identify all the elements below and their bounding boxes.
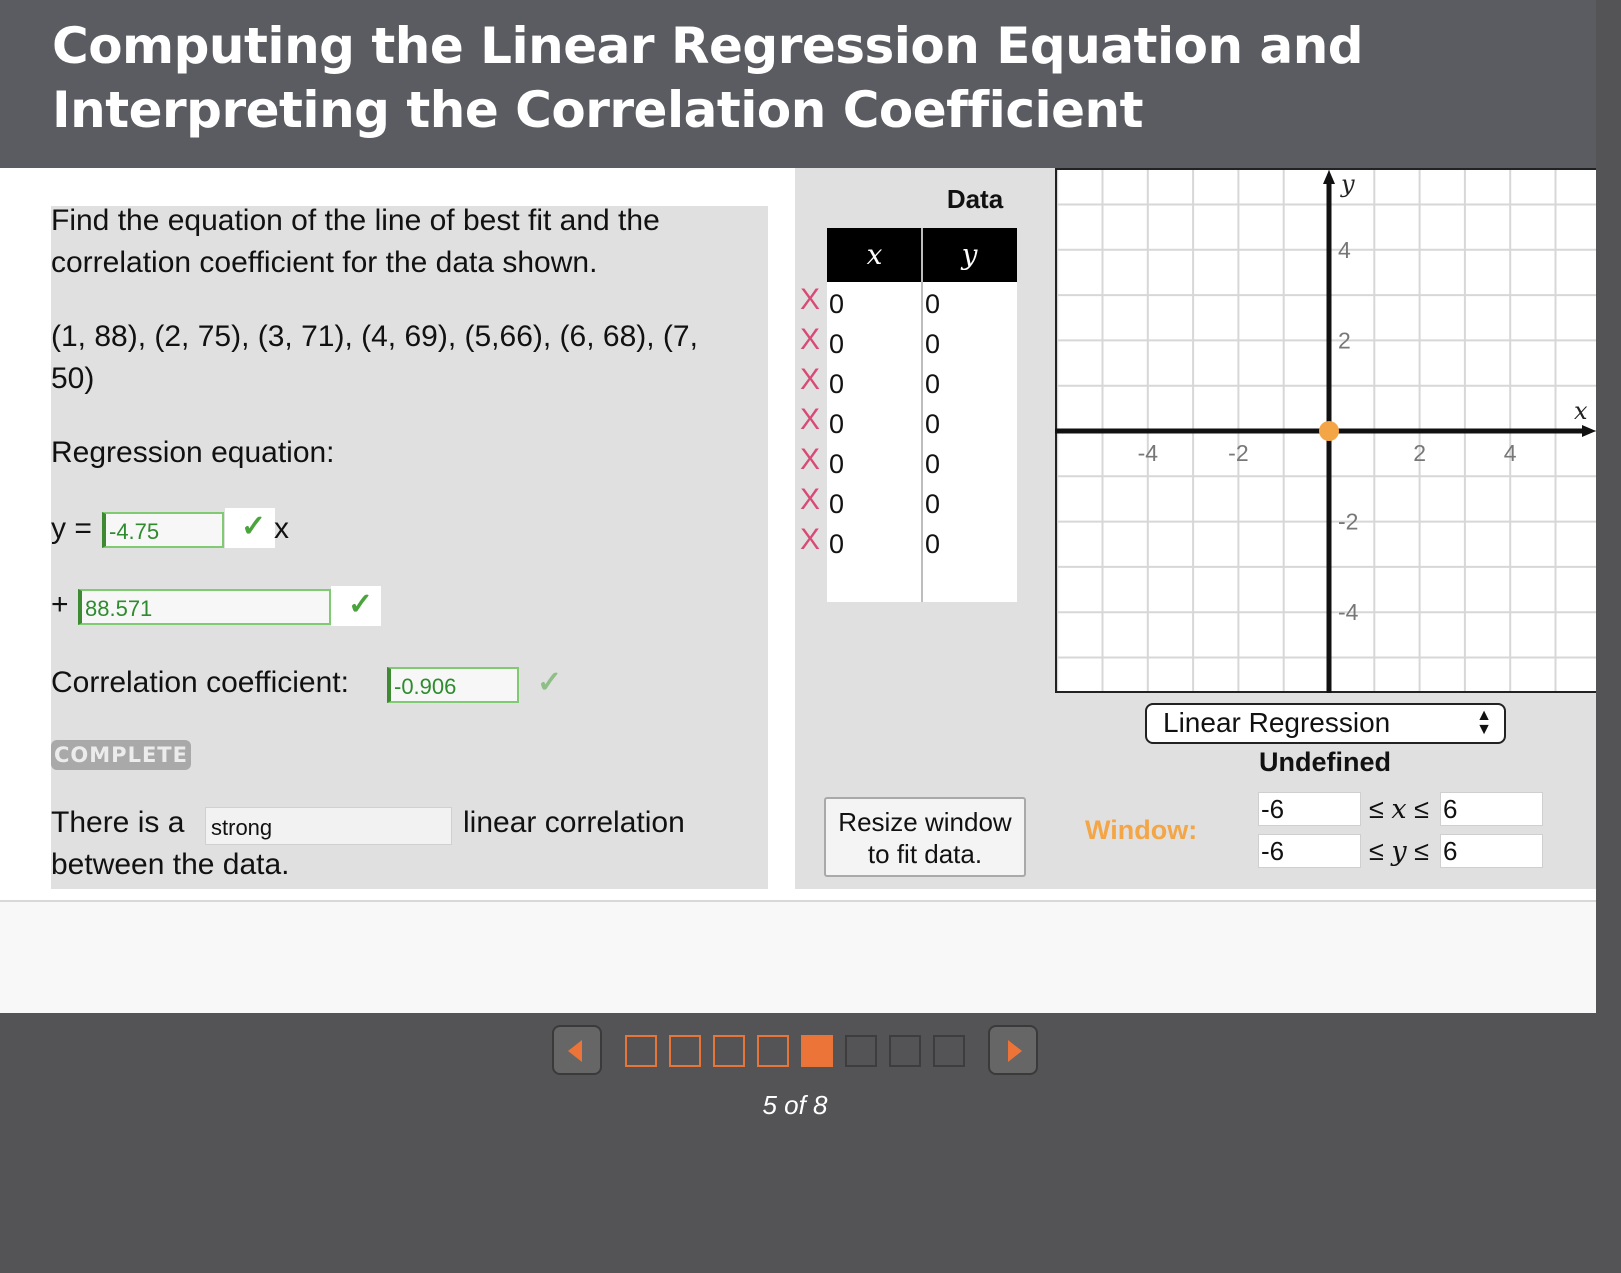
progress-step-3[interactable] (713, 1035, 745, 1067)
progress-step-8[interactable] (933, 1035, 965, 1067)
intercept-input[interactable]: 88.571 (78, 589, 331, 625)
cell-y[interactable]: 0 (925, 449, 941, 479)
resize-line2: to fit data. (867, 839, 983, 869)
sentence-end: linear correlation (463, 806, 685, 839)
resize-line1: Resize window (838, 807, 1012, 837)
cell-x[interactable]: 0 (829, 409, 845, 439)
content-footer (0, 900, 1596, 1013)
delete-row-icon[interactable]: X (800, 483, 821, 516)
updown-arrows-icon: ▲ ▼ (1476, 707, 1492, 738)
data-points-line2: 50) (51, 362, 95, 395)
column-header-y: y (961, 238, 978, 271)
next-button[interactable] (988, 1025, 1038, 1075)
check-icon: ✓ (537, 666, 563, 699)
x-max-input[interactable]: 6 (1440, 792, 1543, 826)
x-tick-label: 4 (1503, 440, 1517, 466)
cell-x[interactable]: 0 (829, 449, 845, 479)
data-title: Data (946, 184, 1004, 214)
strength-select[interactable]: strong (205, 807, 452, 845)
column-header-x: x (866, 238, 883, 271)
y-tick-label: 4 (1338, 236, 1351, 263)
x-min-input[interactable]: -6 (1258, 792, 1361, 826)
x-tick-label: -2 (1228, 440, 1249, 466)
left-arrow-icon (568, 1040, 582, 1062)
check-icon: ✓ (348, 588, 374, 621)
cell-y[interactable]: 0 (925, 369, 941, 399)
cell-x[interactable]: 0 (829, 529, 845, 559)
data-point[interactable] (1319, 421, 1339, 441)
check-icon: ✓ (241, 510, 267, 543)
y-tick-label: 2 (1338, 327, 1351, 354)
correlation-label: Correlation coefficient: (51, 666, 349, 699)
window-label: Window: (1085, 815, 1198, 845)
page-header (0, 0, 1596, 168)
previous-button[interactable] (552, 1025, 602, 1075)
y-tick-label: -2 (1338, 508, 1359, 535)
cell-y[interactable]: 0 (925, 329, 941, 359)
data-points-line1: (1, 88), (2, 75), (3, 71), (4, 69), (5,66), (6, 68), (7, (51, 320, 698, 353)
cell-y[interactable]: 0 (925, 529, 941, 559)
coordinate-graph[interactable] (1055, 168, 1596, 693)
x-tick-label: 2 (1413, 440, 1426, 466)
y-axis-label: y (1341, 170, 1355, 198)
delete-row-icon[interactable]: X (800, 523, 821, 556)
cell-x[interactable]: 0 (829, 289, 845, 319)
cell-y[interactable]: 0 (925, 409, 941, 439)
data-table (827, 228, 1017, 602)
x-label: x (274, 512, 289, 545)
plus-label: + (51, 588, 69, 621)
cell-x[interactable]: 0 (829, 369, 845, 399)
progress-step-6[interactable] (845, 1035, 877, 1067)
column-divider (921, 228, 923, 602)
y-min-input[interactable]: -6 (1258, 834, 1361, 868)
resize-window-button[interactable] (824, 797, 1026, 877)
slope-input[interactable]: -4.75 (102, 512, 224, 548)
progress-step-7[interactable] (889, 1035, 921, 1067)
y-inequality: ≤ y ≤ (1369, 836, 1429, 867)
page-counter: 5 of 8 (762, 1090, 828, 1120)
cell-y[interactable]: 0 (925, 289, 941, 319)
cell-x[interactable]: 0 (829, 489, 845, 519)
regression-type-dropdown[interactable] (1145, 703, 1506, 744)
progress-step-4[interactable] (757, 1035, 789, 1067)
right-arrow-icon (1008, 1040, 1022, 1062)
page-title: Computing the Linear Regression Equation and Interpreting the Correlation Coefficient (52, 17, 1364, 139)
sentence-line2: between the data. (51, 848, 290, 881)
y-equals-label: y = (51, 512, 92, 545)
status-badge: COMPLETE (51, 740, 191, 770)
y-tick-label: -4 (1338, 599, 1359, 626)
regression-type-value: Linear Regression (1163, 707, 1391, 738)
delete-row-icon[interactable]: X (800, 323, 821, 356)
delete-row-icon[interactable]: X (800, 403, 821, 436)
equation-status: Undefined (1259, 747, 1391, 777)
delete-row-icon[interactable]: X (800, 363, 821, 396)
sentence-start: There is a (51, 806, 185, 839)
question-prompt: Find the equation of the line of best fit and the correlation coefficient for the data shown. (51, 204, 660, 279)
correlation-input[interactable]: -0.906 (387, 667, 519, 703)
delete-row-icon[interactable]: X (800, 443, 821, 476)
x-axis-label: x (1574, 397, 1588, 425)
y-max-input[interactable]: 6 (1440, 834, 1543, 868)
delete-row-icon[interactable]: X (800, 283, 821, 316)
regression-label: Regression equation: (51, 436, 335, 469)
cell-y[interactable]: 0 (925, 489, 941, 519)
progress-step-5[interactable] (801, 1035, 833, 1067)
x-tick-label: -4 (1137, 440, 1159, 466)
progress-step-1[interactable] (625, 1035, 657, 1067)
cell-x[interactable]: 0 (829, 329, 845, 359)
progress-step-2[interactable] (669, 1035, 701, 1067)
x-inequality: ≤ x ≤ (1369, 794, 1429, 825)
